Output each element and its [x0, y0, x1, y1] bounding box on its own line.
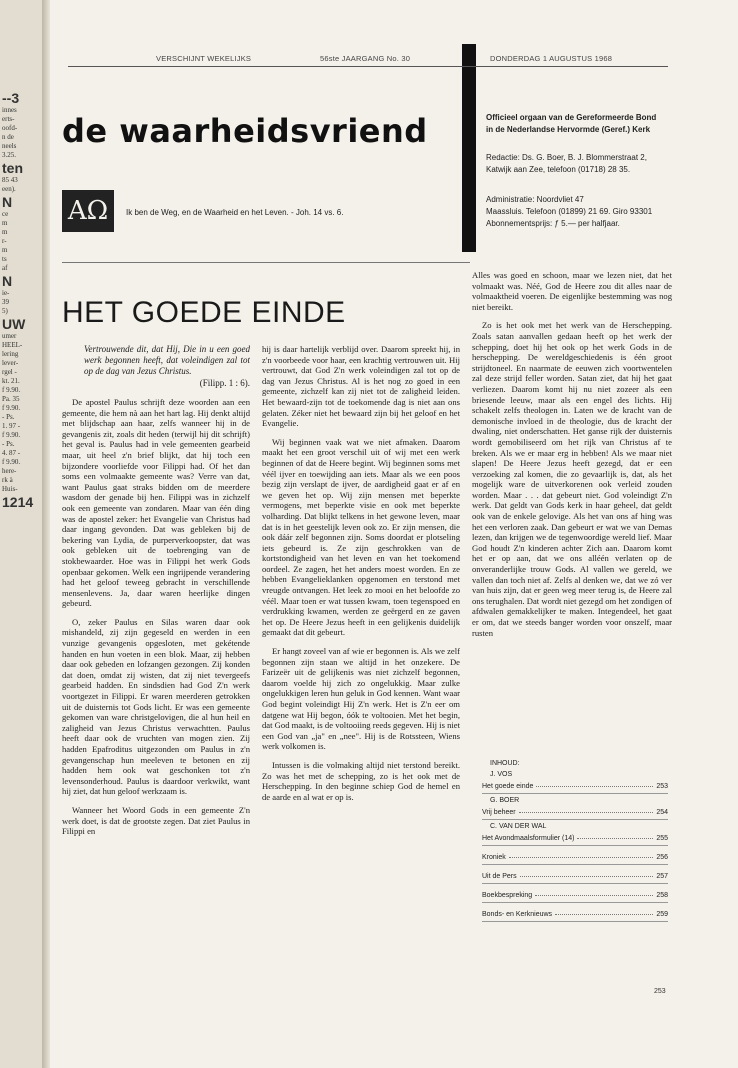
header-black-divider: [462, 44, 476, 252]
admin-line-1: Administratie: Noordvliet 47: [486, 195, 584, 204]
toc-divider: [482, 864, 668, 865]
toc-title: Boekbespreking: [482, 892, 533, 899]
header-rule: [68, 66, 668, 67]
toc-leader: [555, 914, 653, 915]
strip-line: f 9.90.: [2, 404, 21, 412]
toc-author: J. VOS: [490, 771, 513, 778]
toc-page: 254: [656, 809, 668, 816]
admin-line-2: Maassluis. Telefoon (01899) 21 69. Giro 93301: [486, 207, 653, 216]
strip-line: lering: [2, 350, 19, 358]
strip-line: m: [2, 228, 8, 236]
strip-line: f 9.90.: [2, 458, 21, 466]
organ-line-1: Officieel orgaan van de Gereformeerde Bond: [486, 113, 657, 122]
strip-line: umer: [2, 332, 17, 340]
toc-entry: [482, 887, 668, 903]
article-column-3: [472, 270, 672, 740]
redactie-line-1: Redactie: Ds. G. Boer, B. J. Blommerstraat 2,: [486, 153, 647, 162]
strip-line: - Ps.: [2, 440, 15, 448]
redactie-line-2: Katwijk aan Zee, telefoon (01718) 28 35.: [486, 165, 631, 174]
toc-entry: [482, 823, 668, 846]
strip-line: f 9.90.: [2, 431, 21, 439]
toc-leader: [519, 812, 654, 813]
toc-title: Vrij beheer: [482, 809, 516, 816]
header-volume: 56ste JAARGANG No. 30: [320, 54, 411, 63]
toc-entry: [482, 771, 668, 794]
paragraph: O, zeker Paulus en Silas waren daar ook mishandeld, zij zijn gegeseld en werden in een vunzige gevangenis opgesloten, met gekétende handen en hun voeten in een blok. Maar, zij hebben daar ook gebeden en lofzangen gezongen. Zij konden dat doen, omdat zij wisten, dat zij niet tevergeefs gearbeid hadden. En sindsdien had God Z'n werk voortgezet in Filippi. Er waren meerderen getrokken uit de duisternis tot Gods licht. Er was een gemeente gekomen van ware christgelovigen, die al hun heil en zaligheid van Jezus Christus verwachtten. Paulus heeft daar ook de vruchten van mogen zien. Zij hadden Epafroditus uitgezonden om Paulus in z'n gevangenschap hun meeleven te betonen en zij hadden hem ook wat geschonken tot z'n levensonderhoud. Paulus is daardoor verkwikt, want hij ziet, dat hun geloof werkzaam is.: [62, 616, 250, 797]
toc-author: G. BOER: [490, 797, 520, 804]
strip-line: 1. 97 -: [2, 422, 21, 430]
toc-entry: [482, 906, 668, 922]
motto: Ik ben de Weg, en de Waarheid en het Leven. - Joh. 14 vs. 6.: [126, 208, 344, 217]
strip-line: UW: [2, 316, 26, 332]
strip-line: 1214: [2, 494, 34, 510]
strip-line: ten: [2, 160, 23, 176]
header-frequency: VERSCHIJNT WEKELIJKS: [156, 54, 252, 63]
strip-line: - Ps.: [2, 413, 15, 421]
strip-line: 39: [2, 298, 9, 306]
masthead-title: de waarheidsvriend: [62, 112, 428, 150]
strip-line: HEEL-: [2, 341, 23, 349]
strip-line: rk à: [2, 476, 13, 484]
page-spine-shadow: [42, 0, 50, 1068]
paragraph: Wij beginnen vaak wat we niet afmaken. Daarom maakt het een groot verschil uit of wij met een werk beginnen of dat de Heere begint. Wij beginnen soms met véél ijver en toewijding aan iets. Maar als we een poos bezig zijn verslapt de ijver, de aardigheid gaat er af en we geven het op. Wij zijn mensen met beperkte vermogens, met beperkte visie en ook met beperkte volharding. Dat blijkt telkens in het gewone leven, maar dat is in het geestelijk leven ook zo. Er zijn mensen, die ook dáár zelf begonnen zijn. Soms doordat er plotseling iets gebeurd is. Ze zijn geschrokken van de kortstondigheid van het leven en van het toekomend oordeel. Ze zagen, het het anders moest worden. En ze hebben Evangelieklanken opgenomen en terstond met vreugde ontvangen. Het leek zo mooi en het beloofde zo véél. Maar toen er wat tussen kwam, toen tegenspoed en verdrukking kwamen, werden ze geërgerd en ze gaven het op. De Heere Jezus heeft in een gelijkenis duidelijk gemaakt dat dit gebeurt.: [262, 436, 460, 638]
strip-line: kt. 21.: [2, 377, 20, 385]
toc-page: 256: [656, 854, 668, 861]
toc-divider: [482, 845, 668, 846]
strip-line: Huis-: [2, 485, 18, 493]
strip-line: af: [2, 264, 8, 272]
admin-line-3: Abonnementsprijs: ƒ 5.— per halfjaar.: [486, 219, 620, 228]
strip-line: m: [2, 219, 8, 227]
toc-divider: [482, 793, 668, 794]
toc-page: 259: [656, 911, 668, 918]
strip-line: oofd-: [2, 124, 18, 132]
strip-line: 5): [2, 307, 8, 315]
toc-divider: [482, 902, 668, 903]
strip-line: here-: [2, 467, 17, 475]
strip-line: neels: [2, 142, 17, 150]
table-of-contents: [482, 760, 668, 925]
toc-divider: [482, 921, 668, 922]
strip-line: N: [2, 194, 13, 210]
toc-title: Kroniek: [482, 854, 506, 861]
paragraph: Wanneer het Woord Gods in een gemeente Z'n werk doet, is dat de grootste zegen. Dat ziet Paulus in Filippi en: [62, 804, 250, 837]
toc-entry: [482, 868, 668, 884]
scripture-reference: (Filipp. 1 : 6).: [199, 378, 250, 388]
strip-line: ts: [2, 255, 7, 263]
paragraph: hij is daar hartelijk verblijd over. Daarom spreekt hij, in z'n voorbeede voor haar, een krachtig vertrouwen uit. Hij vertrouwt, dat God Z'n werk voleindigen zal tot op de dag van Jezus Christus. Al is het nog zo goed in een gemeente, zichzelf kan zij niet tot de zaligheid leiden. Het bewaard-zijn tot de toekomende dag is niet aan ons gelaten. Zéker niet het bewaard zijn bij het geloof en het Evangelie.: [262, 344, 460, 429]
strip-line: N: [2, 273, 13, 289]
toc-title: Het Avondmaalsformulier (14): [482, 835, 575, 842]
article-column-1: [62, 344, 250, 996]
toc-entry: [482, 849, 668, 865]
toc-author: C. VAN DER WAL: [490, 823, 547, 830]
strip-line: 85 43: [2, 176, 18, 184]
paragraph: Intussen is die volmaking altijd niet terstond bereikt. Zo was het met de schepping, zo is het ook met de Herschepping. In den beginne schiep God de hemel en de aarde en al wat er op is.: [262, 759, 460, 802]
paragraph: Zo is het ook met het werk van de Herschepping. Zoals satan aanvallen gedaan heeft op het werk der schepping, doet hij het ook op het werk Gods in de herschepping. De wereldgeschiedenis is één groot strijdtoneel. En naarmate de eeuwen zich voortwentelen zal deze strijd feller worden. Satan ziet, dat hij het gaat verliezen. Daarom komt hij nu niet zozeer als een briesende leeuw, maar als een engel des lichts. Hij schakelt zelfs theologen in. Laten we de kracht van de demonische invloed in de theologie, dus de kracht der dwaling, niet onderschatten. Het ganse rijk der duisternis wordt gemobiliseerd om het rijk van Christus af te breken. Als we er maar erg in hebben! Als we maar niet slapen! De Heere Jezus heeft gezegd, dat er een verzoeking zal komen, die zo gevaarlijk is, dat, als het mogelijk ware de uitverkorenen ook verleid zouden worden. Maar . . . dat gebeurt niet. God voleindigt Z'n werk. Dat geldt van Gods kerk in haar geheel, dat geldt ook van de enkele gelovige. Als het van ons af hing was het een verloren zaak. Dan gebeurt er wat we van Demas lezen, dan krijgen we de tegenwoordige wereld lief. Maar God houdt Z'n kinderen achter Zich aan. Daarom komt het er op aan, dat we ons alléén verlaten op de onveranderlijke trouw Gods. Al vallen we gereld, we vallen dan toch niet af. Zelfs al denken we, dat we zó ver van huis zijn, dat er geen weg meer terug is, de Heere zal ons terughalen. Dat wordt niet gezegd om het zondigen of afdwalen gemakkelijker te maken. Integendeel, het gaat er om, dat we steeds banger worden voor onszelf, maar rusten: [472, 320, 672, 638]
strip-line: ie-: [2, 289, 10, 297]
strip-line: ce: [2, 210, 9, 218]
paragraph: Er hangt zoveel van af wie er begonnen is. Als we zelf begonnen zijn staan we altijd in het onzekere. De Farizeër uit de gelijkenis was niet zichzelf begonnen, daarom voelde hij zich zo ongelukkig. Maar zulke ongelukkigen leren hun geluk in God kennen. Want waar God begint voleindigt Hij Z'n werk. Het is Z'n eer om datgene wat Hij begon, óók te voltooien. Met het begin, dat God maakt, is de voltooiing reeds gegeven. Hij is niet een God van „ja" en „nee". Hij is de Rotssteen, Wiens werk volkomen is.: [262, 646, 460, 752]
toc-leader: [535, 895, 653, 896]
toc-heading: INHOUD:: [490, 760, 520, 767]
toc-title: Het goede einde: [482, 783, 534, 790]
toc-leader: [509, 857, 654, 858]
toc-title: Bonds- en Kerknieuws: [482, 911, 553, 918]
alpha-omega-logo: AΩ: [62, 190, 114, 232]
strip-line: Pa. 35: [2, 395, 20, 403]
publisher-info: [486, 112, 676, 230]
toc-leader: [536, 786, 653, 787]
toc-list: [482, 771, 668, 922]
toc-page: 258: [656, 892, 668, 899]
organ-line-2: in de Nederlandse Hervormde (Geref.) Kerk: [486, 125, 651, 134]
toc-leader: [577, 838, 653, 839]
article-column-2: [262, 344, 460, 980]
toc-title: Uit de Pers: [482, 873, 517, 880]
paragraph: Alles was goed en schoon, maar we lezen niet, dat het volmaakt was. Néé, God de Heere zou dit alles naar de volmaaktheid voeren. De eigenlijke bestemming was nog niet bereikt.: [472, 270, 672, 312]
toc-divider: [482, 819, 668, 820]
article-title: HET GOEDE EINDE: [62, 296, 346, 329]
strip-line: een).: [2, 185, 16, 193]
toc-page: 255: [656, 835, 668, 842]
strip-line: 4. 87 -: [2, 449, 21, 457]
scripture-quote: Vertrouwende dit, dat Hij, Die in u een goed werk begonnen heeft, dat voleindigen zal tot op de dag van Jezus Christus.: [84, 344, 250, 376]
page-number: 253: [654, 988, 666, 995]
toc-divider: [482, 883, 668, 884]
strip-line: rgel -: [2, 368, 17, 376]
strip-line: f 9.90.: [2, 386, 21, 394]
toc-page: 253: [656, 783, 668, 790]
paragraph: De apostel Paulus schrijft deze woorden aan een gemeente, die hem nà aan het hart lag. Hij denkt altijd met blijdschap aan haar, zelfs wanneer hij in de gevangenis zit, zoals dit heden (terwijl hij dit schrijft) het geval is. Paulus had in vele gemeenten gearbeid maar, uit heel z'n brief blijkt, dat hij toch een bijzondere voorliefde voor Filippi had. Of het dan soms een volmaakte gemeente was? Verre van dat, want Paulus gaat straks bidden om de meerdere wasdom der genade bij hen. Filippi was in zichzelf ook een gemeente van zondaren. Maar van één ding was de apostel zeker: het Evangelie van Christus had daar ingang gevonden. Dat was gebleken bij de bekering van Lydia, de purperverkoopster, dat was ook gebleken uit de toebrenging van de stokbewaarder. Hoe was in Filippi het werk Gods openbaar gekomen. Welk een ingrijpende verandering had het geloof teweeg gebracht in verschillende mensenlevens. Ja, daar waren heerlijke dingen gebeurd.: [62, 397, 250, 609]
toc-entry: [482, 797, 668, 820]
strip-line: m: [2, 246, 8, 254]
strip-line: erts-: [2, 115, 15, 123]
strip-line: 3.25.: [2, 151, 16, 159]
strip-line: lever-: [2, 359, 19, 367]
masthead-bottom-rule: [62, 262, 470, 263]
strip-line: innes: [2, 106, 17, 114]
strip-line: --3: [2, 90, 20, 106]
strip-line: n de: [2, 133, 14, 141]
strip-line: r-: [2, 237, 7, 245]
toc-leader: [520, 876, 654, 877]
toc-page: 257: [656, 873, 668, 880]
header-date: DONDERDAG 1 AUGUSTUS 1968: [490, 54, 613, 63]
